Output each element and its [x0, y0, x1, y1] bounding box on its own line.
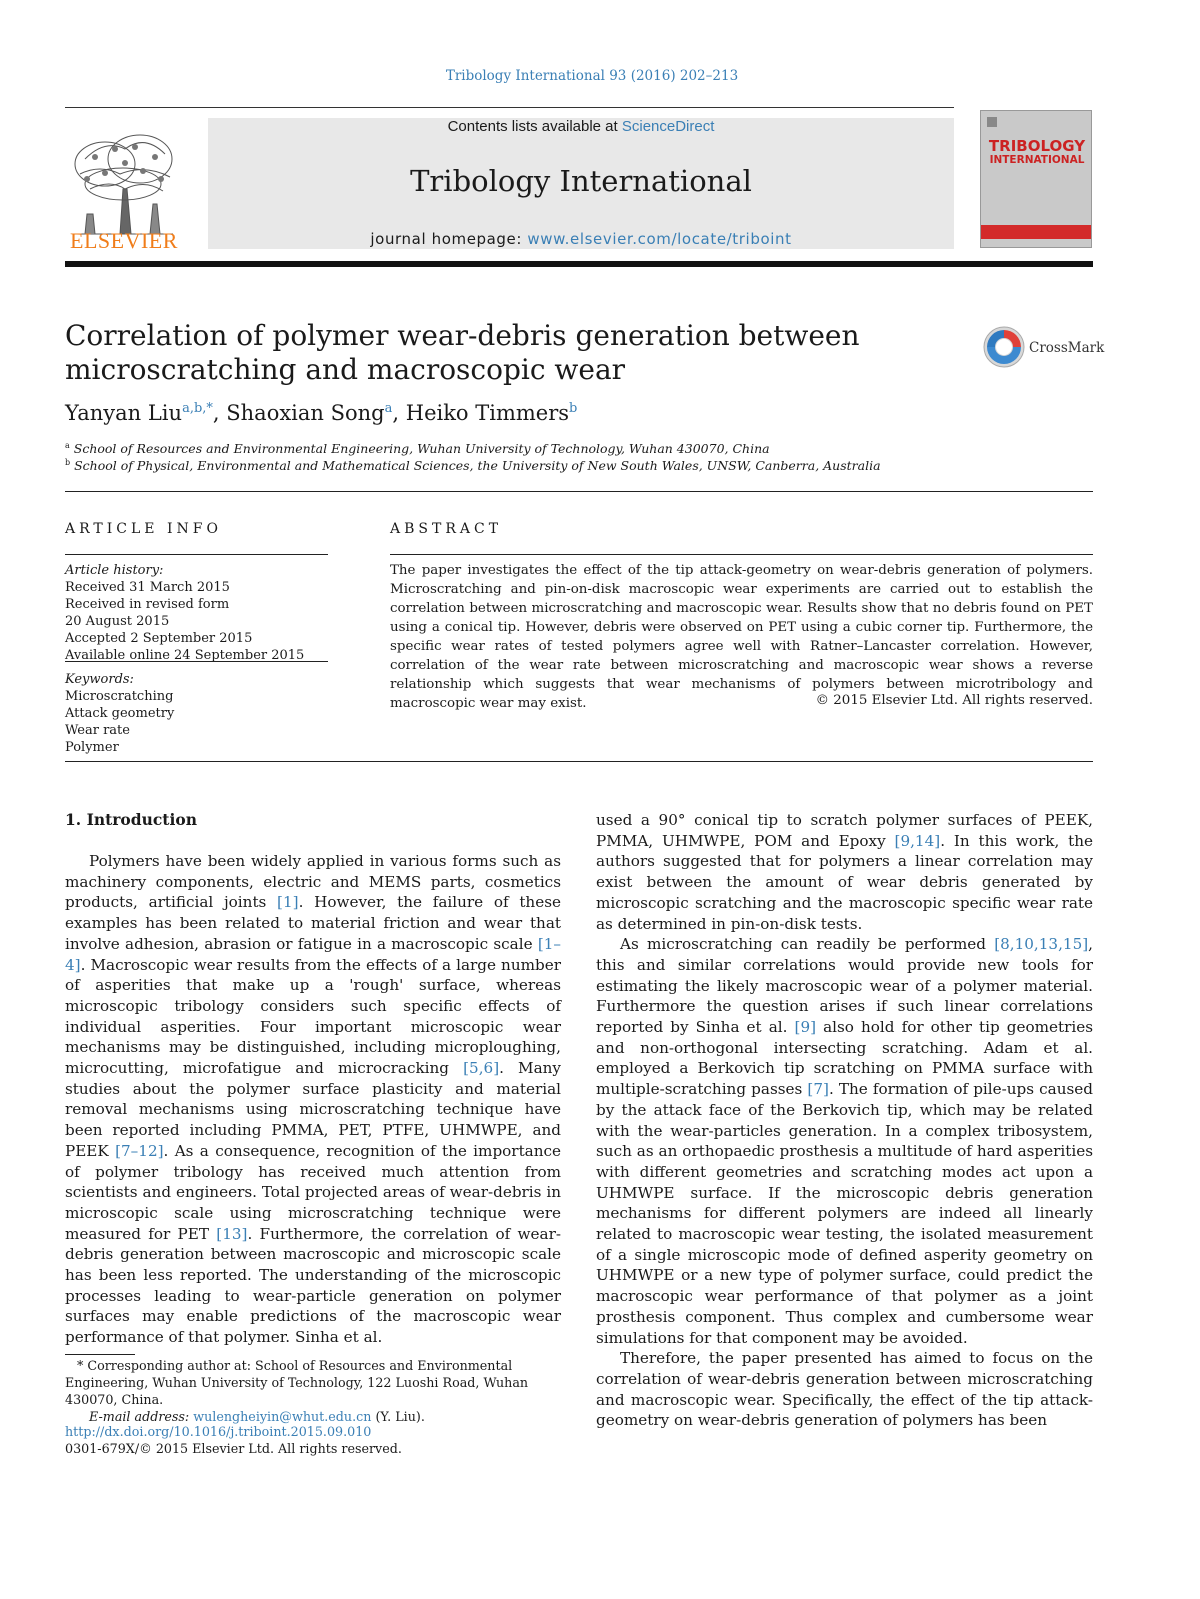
contents-line [208, 118, 954, 135]
text-run: . Macroscopic wear results from the effects of a large number of asperities that make up a 'rough' surface, whereas microscopic tribology considers such specific effects of individual asperities. Four important microscopic wear mechanisms may be distinguished, including microploughing, microcutting, microfatigue and microcracking [65, 955, 561, 1078]
history-item: Received in revised form [65, 597, 230, 612]
journal-title: Tribology International [410, 164, 752, 198]
section-rule [65, 491, 1093, 492]
crossmark-label[interactable]: CrossMark [1029, 340, 1105, 356]
affiliation [65, 458, 881, 473]
citation-link[interactable]: [1–4] [65, 934, 561, 974]
section-heading-introduction: 1. Introduction [65, 810, 197, 829]
body-paragraph [596, 810, 1093, 934]
history-item: Received 31 March 2015 [65, 580, 230, 595]
author-name: Heiko Timmers [405, 401, 570, 425]
author-name: Yanyan Liu [65, 401, 183, 425]
cover-red-bar [981, 225, 1091, 239]
citation-link[interactable]: [9,14] [894, 831, 941, 850]
author-affiliation-mark[interactable]: a,b,* [182, 401, 213, 416]
footnote-rule [65, 1354, 135, 1355]
abstract-copyright: © 2015 Elsevier Ltd. All rights reserved. [815, 693, 1093, 708]
text-run: . The formation of pile-ups caused by the attack face of the Berkovich tip, which may be related with the wear-particles generation. In a complex tribosystem, such as an orthopaedic prosthesis a multitude of hard asperities with different geometries and scratching modes act upon a UHMWPE surface. If the microscopic debris generation mechanisms for different polymers are indeed all linearly related to macroscopic wear testing, the isolated measurement of a single microscopic mode of defined asperity geometry on UHMWPE or a new type of polymer surface, could predict the macroscopic wear performance of that polymer as a joint prosthesis component. Thus complex and cumbersome wear simulations for that component may be avoided. [596, 1080, 1093, 1347]
body-paragraph: Therefore, the paper presented has aimed to focus on the correlation of wear-debris generation between microscratching and macroscopic wear. Specifically, the effect of the tip attack-geometry on wear-debris generation of polymers has been [596, 1349, 1093, 1430]
journal-cover-thumbnail [980, 110, 1092, 248]
homepage-prefix: journal homepage: [370, 230, 528, 248]
author-affiliation-mark[interactable]: b [569, 401, 578, 416]
history-item: 20 August 2015 [65, 614, 170, 629]
citation-link[interactable]: [7] [807, 1080, 829, 1099]
contents-prefix: Contents lists available at [447, 118, 622, 135]
sciencedirect-link[interactable]: ScienceDirect [621, 118, 715, 135]
footnote [65, 1357, 565, 1425]
corresponding-author-note: * Corresponding author at: School of Resources and Environmental Engineering, Wuhan University of Technology, 122 Luoshi Road, Wuhan 430070, China. [65, 1358, 529, 1407]
history-item: Available online 24 September 2015 [65, 648, 305, 663]
header-rule [65, 107, 954, 108]
author-affiliation-mark[interactable]: a [384, 401, 393, 416]
abstract-text: The paper investigates the effect of the tip attack-geometry on wear-debris generation of polymers. Microscratching and pin-on-disk macroscopic wear experiments are carried out to establish the correlation between microscratching and macroscopic wear. Results show that no debris found on PET using a conical tip. However, debris were observed on PET using a cubic corner tip. Furthermore, the specific wear rates of tested polymers agree well with Ratner–Lancaster correlation. However, correlation of the wear rate between microscratching and macroscopic wear shows a reverse relationship which suggests that wear mechanisms of polymers between microtribology and macroscopic wear may exist. [390, 563, 1093, 711]
text-run: , this and similar correlations would provide new tools for estimating the likely macroscopic wear of a polymer material. Furthermore the question arises if such linear correlations reported by Sinha et al. [596, 935, 1093, 1037]
text-run: . Many studies about the polymer surface plasticity and material removal mechanisms using microscratching technique have been reported including PMMA, PET, PTFE, UHMWPE, and PEEK [65, 1059, 562, 1160]
history-item: Accepted 2 September 2015 [65, 631, 253, 646]
body-paragraph [596, 934, 1093, 1348]
keywords [65, 671, 335, 756]
text-run: As microscratching can readily be performed [620, 935, 995, 954]
homepage-line [208, 230, 954, 248]
author-list: Yanyan Liu$^{a,b,*}$, Shaoxian Song$^a$, Heiko Timmers$^b$ [65, 401, 578, 425]
article-title-line2: microscratching and macroscopic wear [65, 353, 626, 386]
abstract-rule [390, 554, 1093, 555]
article-title-line1: Correlation of polymer wear-debris generation between [65, 319, 860, 352]
issn-copyright: 0301-679X/© 2015 Elsevier Ltd. All rights reserved. [65, 1441, 402, 1456]
text-run: . As a consequence, recognition of the importance of polymer tribology has received much attention from scientists and engineers. Total projected areas of wear-debris in microscopic scale using microscratching technique were measured for PET [65, 1141, 561, 1243]
header-thick-rule [65, 261, 1093, 267]
cover-publisher-icon [987, 117, 997, 127]
homepage-link[interactable]: www.elsevier.com/locate/triboint [527, 230, 792, 248]
text-run: Polymers have been widely applied in various forms such as machinery components, electric and MEMS parts, cosmetics products, artificial joints [65, 852, 561, 912]
history-label: Article history: [65, 563, 164, 578]
article-info-heading: ARTICLE INFO [65, 521, 222, 537]
abstract-heading: ABSTRACT [390, 521, 503, 537]
author-name: Shaoxian Song [226, 401, 385, 425]
cover-title-line2: INTERNATIONAL [989, 154, 1085, 166]
affiliation-text: School of Physical, Environmental and Mathematical Sciences, the University of New South Wales, UNSW, Canberra, Australia [74, 458, 881, 474]
article-history [65, 562, 335, 664]
affiliation [65, 441, 770, 456]
affiliation-mark: a [65, 441, 70, 450]
body-paragraph [65, 851, 561, 1348]
keyword: Attack geometry [65, 706, 175, 721]
keywords-label: Keywords: [65, 672, 134, 687]
cover-title-line1: TRIBOLOGY [988, 137, 1086, 155]
citation-link[interactable]: [8,10,13,15] [994, 935, 1089, 954]
keyword: Microscratching [65, 689, 174, 704]
doi-link[interactable]: http://dx.doi.org/10.1016/j.triboint.2015.09.010 [65, 1424, 372, 1439]
text-run: . However, the failure of these examples has been related to material friction and wear that involve adhesion, abrasion or fatigue in a macroscopic scale [65, 893, 561, 953]
journal-citation-link[interactable]: Tribology International 93 (2016) 202–213 [445, 68, 739, 84]
email-suffix: (Y. Liu). [371, 1409, 425, 1424]
elsevier-wordmark: ELSEVIER [70, 228, 178, 253]
crossmark-icon[interactable] [983, 326, 1025, 368]
text-run: . Furthermore, the correlation of wear-debris generation between macroscopic and microscopic scale has been less reported. The understanding of the microscopic processes leading to wear-particle generation on polymer surfaces may enable predictions of the macroscopic wear performance of that polymer. Sinha et al. [65, 1224, 561, 1347]
info-rule [65, 661, 328, 662]
text-run: used a 90° conical tip to scratch polymer surfaces of PEEK, PMMA, UHMWPE, POM and Epoxy [596, 811, 1093, 850]
email-label: E-mail address: [89, 1409, 194, 1424]
affiliation-text: School of Resources and Environmental Engineering, Wuhan University of Technology, Wuhan 430070, China [73, 441, 770, 457]
citation-link[interactable]: [1] [277, 893, 299, 912]
info-rule [65, 554, 328, 555]
text-run: also hold for other tip geometries and non-orthogonal intersecting scratching. Adam et al. employed a Berkovich tip scratching on PMMA surface with multiple-scratching passes [596, 1018, 1093, 1099]
citation-link[interactable]: [7–12] [115, 1141, 164, 1160]
keyword: Polymer [65, 740, 119, 755]
text-run: . In this work, the authors suggested that for polymers a linear correlation may exist between the amount of wear debris generated by microscopic scratching and the macroscopic specific wear rate as determined in pin-on-disk tests. [596, 831, 1093, 933]
section-rule [65, 761, 1093, 762]
citation-link[interactable]: [9] [794, 1018, 817, 1037]
citation-link[interactable]: [13] [216, 1224, 248, 1243]
email-link[interactable]: wulengheiyin@whut.edu.cn [193, 1409, 372, 1424]
affiliation-mark: b [65, 458, 71, 467]
article-title [65, 319, 945, 387]
email-line [65, 1408, 565, 1425]
citation-link[interactable]: [5,6] [463, 1059, 500, 1078]
keyword: Wear rate [65, 723, 130, 738]
body-column-right [596, 810, 1093, 1431]
